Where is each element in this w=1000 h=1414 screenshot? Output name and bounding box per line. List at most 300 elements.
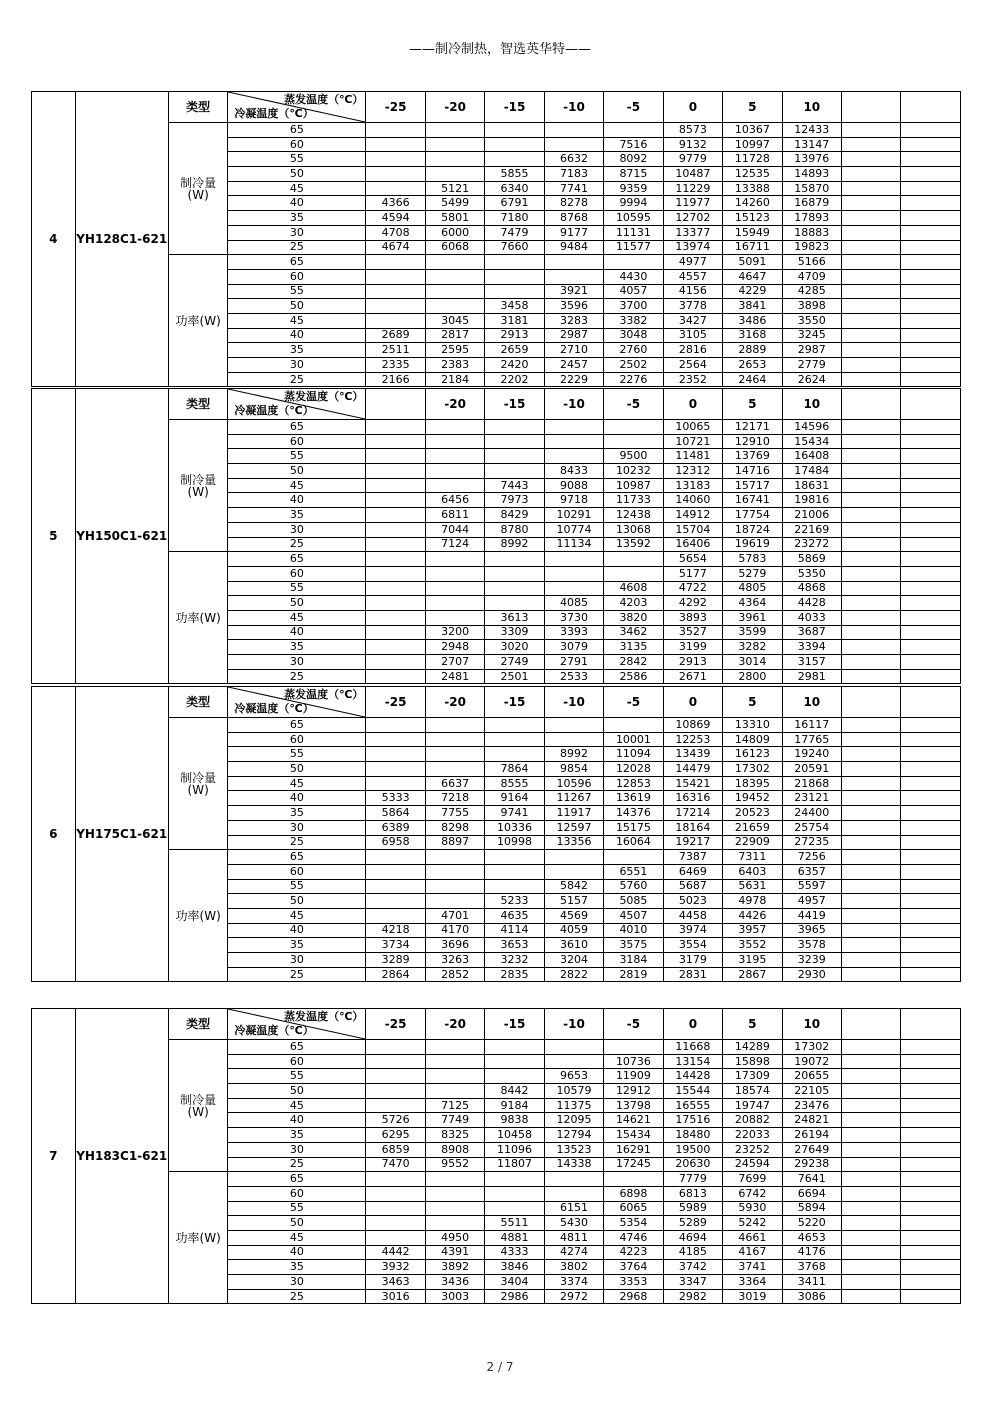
value-cell: 3079 (544, 640, 603, 655)
value-cell: 2511 (366, 343, 425, 358)
value-cell (842, 1289, 901, 1304)
value-cell: 3527 (663, 625, 722, 640)
value-cell (901, 806, 961, 821)
value-cell (842, 225, 901, 240)
value-cell (425, 269, 484, 284)
value-cell (842, 1216, 901, 1231)
value-cell: 8715 (604, 167, 663, 182)
value-cell (485, 1201, 544, 1216)
value-cell (901, 938, 961, 953)
value-cell (425, 167, 484, 182)
value-cell: 16406 (663, 537, 722, 552)
value-cell (604, 552, 663, 567)
value-cell: 13798 (604, 1098, 663, 1113)
evap-temp-header (901, 92, 961, 123)
value-cell: 8908 (425, 1142, 484, 1157)
cond-temp-cell: 35 (228, 508, 366, 523)
value-cell (901, 1084, 961, 1099)
value-cell (485, 420, 544, 435)
evap-temp-header: -15 (485, 92, 544, 123)
value-cell: 9718 (544, 493, 603, 508)
evap-temp-header (842, 1009, 901, 1040)
value-cell (485, 255, 544, 270)
value-cell: 3932 (366, 1260, 425, 1275)
cond-temp-cell: 25 (228, 967, 366, 982)
value-cell (366, 508, 425, 523)
cond-temp-cell: 50 (228, 762, 366, 777)
value-cell: 2383 (425, 358, 484, 373)
value-cell: 2533 (544, 669, 603, 684)
value-cell (366, 284, 425, 299)
value-cell (842, 1201, 901, 1216)
axis-corner-cell (228, 1009, 366, 1040)
value-cell: 2464 (723, 372, 782, 387)
value-cell: 2707 (425, 655, 484, 670)
value-cell (842, 596, 901, 611)
model-name: YH150C1-621 (75, 389, 168, 684)
value-cell: 6791 (485, 196, 544, 211)
value-cell (366, 1201, 425, 1216)
value-cell: 6551 (604, 864, 663, 879)
value-cell: 6469 (663, 864, 722, 879)
value-cell (485, 284, 544, 299)
value-cell (901, 196, 961, 211)
value-cell: 3613 (485, 610, 544, 625)
cond-temp-cell: 65 (228, 850, 366, 865)
value-cell (366, 879, 425, 894)
value-cell: 7755 (425, 806, 484, 821)
value-cell (901, 358, 961, 373)
value-cell: 17893 (782, 211, 841, 226)
value-cell (366, 255, 425, 270)
evap-temp-header (901, 389, 961, 420)
value-cell: 5157 (544, 894, 603, 909)
value-cell: 12253 (663, 732, 722, 747)
value-cell (485, 566, 544, 581)
value-cell (842, 879, 901, 894)
value-cell (842, 894, 901, 909)
value-cell (842, 718, 901, 733)
value-cell: 5350 (782, 566, 841, 581)
value-cell: 22105 (782, 1084, 841, 1099)
value-cell: 19217 (663, 835, 722, 850)
value-cell (544, 732, 603, 747)
value-cell: 2276 (604, 372, 663, 387)
value-cell: 8429 (485, 508, 544, 523)
value-cell: 7973 (485, 493, 544, 508)
type-label: 类型 (168, 92, 227, 123)
value-cell: 2800 (723, 669, 782, 684)
value-cell: 6742 (723, 1186, 782, 1201)
value-cell: 7699 (723, 1172, 782, 1187)
value-cell: 7749 (425, 1113, 484, 1128)
value-cell (425, 596, 484, 611)
cond-temp-cell: 45 (228, 776, 366, 791)
cond-temp-cell: 65 (228, 255, 366, 270)
value-cell: 3463 (366, 1275, 425, 1290)
value-cell: 11134 (544, 537, 603, 552)
value-cell (425, 255, 484, 270)
value-cell: 17754 (723, 508, 782, 523)
value-cell: 2501 (485, 669, 544, 684)
value-cell (544, 718, 603, 733)
value-cell: 17302 (782, 1040, 841, 1055)
value-cell: 5091 (723, 255, 782, 270)
value-cell: 3921 (544, 284, 603, 299)
value-cell: 2867 (723, 967, 782, 982)
value-cell: 3168 (723, 328, 782, 343)
value-cell: 2457 (544, 358, 603, 373)
value-cell (366, 449, 425, 464)
value-cell (901, 478, 961, 493)
value-cell (901, 1201, 961, 1216)
value-cell: 5631 (723, 879, 782, 894)
power-row (32, 552, 961, 567)
value-cell: 4229 (723, 284, 782, 299)
cooling-unit: (W) (187, 484, 209, 499)
value-cell: 3965 (782, 923, 841, 938)
value-cell: 13068 (604, 522, 663, 537)
value-cell: 13388 (723, 181, 782, 196)
evap-temp-header: -5 (604, 1009, 663, 1040)
model-table-3 (31, 686, 961, 982)
value-cell (901, 240, 961, 255)
value-cell: 3245 (782, 328, 841, 343)
cond-temp-cell: 45 (228, 478, 366, 493)
value-cell: 5869 (782, 552, 841, 567)
value-cell: 14428 (663, 1069, 722, 1084)
value-cell (842, 791, 901, 806)
evap-temp-label: 蒸发温度（℃） (284, 688, 364, 701)
value-cell: 3741 (723, 1260, 782, 1275)
value-cell: 10997 (723, 137, 782, 152)
value-cell: 5597 (782, 879, 841, 894)
value-cell (901, 967, 961, 982)
value-cell: 13439 (663, 747, 722, 762)
value-cell (425, 1069, 484, 1084)
value-cell: 12702 (663, 211, 722, 226)
value-cell: 2420 (485, 358, 544, 373)
value-cell: 3184 (604, 953, 663, 968)
value-cell: 8555 (485, 776, 544, 791)
type-label: 类型 (168, 687, 227, 718)
value-cell: 13377 (663, 225, 722, 240)
value-cell: 6456 (425, 493, 484, 508)
value-cell: 3404 (485, 1275, 544, 1290)
value-cell: 12171 (723, 420, 782, 435)
value-cell: 3820 (604, 610, 663, 625)
value-cell: 12597 (544, 820, 603, 835)
cond-temp-cell: 55 (228, 284, 366, 299)
value-cell: 6065 (604, 1201, 663, 1216)
value-cell: 5333 (366, 791, 425, 806)
cond-temp-cell: 45 (228, 1230, 366, 1245)
value-cell: 15870 (782, 181, 841, 196)
value-cell: 5499 (425, 196, 484, 211)
value-cell: 3892 (425, 1260, 484, 1275)
value-cell: 9177 (544, 225, 603, 240)
value-cell: 19747 (723, 1098, 782, 1113)
value-cell: 9500 (604, 449, 663, 464)
value-cell: 10987 (604, 478, 663, 493)
evap-temp-header: 10 (782, 1009, 841, 1040)
value-cell (366, 552, 425, 567)
value-cell (425, 1172, 484, 1187)
cond-temp-cell: 45 (228, 313, 366, 328)
value-cell (901, 522, 961, 537)
value-cell (842, 835, 901, 850)
value-cell: 13523 (544, 1142, 603, 1157)
value-cell (485, 137, 544, 152)
value-cell: 3700 (604, 299, 663, 314)
cond-temp-cell: 55 (228, 449, 366, 464)
evap-temp-label: 蒸发温度（℃） (284, 1010, 364, 1023)
value-cell (901, 343, 961, 358)
value-cell: 6632 (544, 152, 603, 167)
cond-temp-cell: 45 (228, 908, 366, 923)
value-cell: 3394 (782, 640, 841, 655)
value-cell: 2595 (425, 343, 484, 358)
value-cell (901, 655, 961, 670)
value-cell: 6811 (425, 508, 484, 523)
value-cell (842, 908, 901, 923)
value-cell: 5855 (485, 167, 544, 182)
value-cell: 9653 (544, 1069, 603, 1084)
value-cell: 2749 (485, 655, 544, 670)
evap-temp-header (842, 389, 901, 420)
value-cell (842, 1230, 901, 1245)
value-cell: 11733 (604, 493, 663, 508)
cond-temp-cell: 35 (228, 806, 366, 821)
value-cell: 4708 (366, 225, 425, 240)
value-cell: 3458 (485, 299, 544, 314)
value-cell (901, 211, 961, 226)
cond-temp-cell: 40 (228, 923, 366, 938)
value-cell: 14260 (723, 196, 782, 211)
cooling-unit: (W) (187, 782, 209, 797)
value-cell: 6898 (604, 1186, 663, 1201)
evap-temp-header: 10 (782, 389, 841, 420)
value-cell (366, 167, 425, 182)
cond-temp-cell: 65 (228, 420, 366, 435)
value-cell: 6151 (544, 1201, 603, 1216)
value-cell: 4059 (544, 923, 603, 938)
value-cell (604, 1172, 663, 1187)
value-cell: 3353 (604, 1275, 663, 1290)
value-cell (842, 1113, 901, 1128)
evap-temp-header: 10 (782, 687, 841, 718)
value-cell (366, 152, 425, 167)
value-cell: 17245 (604, 1157, 663, 1172)
value-cell: 12095 (544, 1113, 603, 1128)
value-cell: 5989 (663, 1201, 722, 1216)
value-cell (901, 372, 961, 387)
model-table-2 (31, 388, 961, 684)
value-cell (544, 449, 603, 464)
value-cell (366, 464, 425, 479)
evap-temp-header: 0 (663, 687, 722, 718)
value-cell: 7125 (425, 1098, 484, 1113)
value-cell: 25754 (782, 820, 841, 835)
value-cell: 2202 (485, 372, 544, 387)
cooling-capacity-group-label (168, 123, 227, 255)
axis-corner-cell (228, 92, 366, 123)
value-cell: 3768 (782, 1260, 841, 1275)
value-cell (842, 181, 901, 196)
value-cell: 6357 (782, 864, 841, 879)
value-cell: 6859 (366, 1142, 425, 1157)
value-cell: 13619 (604, 791, 663, 806)
value-cell (842, 610, 901, 625)
value-cell (425, 449, 484, 464)
value-cell: 17302 (723, 762, 782, 777)
value-cell (366, 610, 425, 625)
value-cell (901, 923, 961, 938)
value-cell: 14893 (782, 167, 841, 182)
type-label: 类型 (168, 389, 227, 420)
value-cell: 16291 (604, 1142, 663, 1157)
cond-temp-label: 冷凝温度（℃） (234, 1024, 314, 1037)
value-cell: 3374 (544, 1275, 603, 1290)
value-cell (425, 1054, 484, 1069)
value-cell: 18724 (723, 522, 782, 537)
value-cell: 4977 (663, 255, 722, 270)
value-cell: 3382 (604, 313, 663, 328)
cooling-label: 制冷量 (180, 175, 217, 190)
cond-temp-cell: 25 (228, 372, 366, 387)
value-cell (842, 1260, 901, 1275)
cond-temp-cell: 50 (228, 464, 366, 479)
cond-temp-cell: 55 (228, 581, 366, 596)
model-table-4 (31, 1008, 961, 1304)
value-cell: 4085 (544, 596, 603, 611)
value-cell: 16064 (604, 835, 663, 850)
value-cell (842, 313, 901, 328)
value-cell (901, 1054, 961, 1069)
value-cell (366, 596, 425, 611)
value-cell: 19072 (782, 1054, 841, 1069)
value-cell (425, 718, 484, 733)
value-cell (901, 581, 961, 596)
value-cell: 27235 (782, 835, 841, 850)
value-cell (485, 1186, 544, 1201)
value-cell (842, 343, 901, 358)
value-cell (901, 864, 961, 879)
value-cell (901, 508, 961, 523)
value-cell (485, 552, 544, 567)
value-cell: 3364 (723, 1275, 782, 1290)
power-label: 功率(W) (175, 908, 221, 923)
value-cell (366, 1054, 425, 1069)
value-cell: 2972 (544, 1289, 603, 1304)
value-cell: 4274 (544, 1245, 603, 1260)
value-cell: 7218 (425, 791, 484, 806)
value-cell: 7311 (723, 850, 782, 865)
cond-temp-cell: 40 (228, 791, 366, 806)
value-cell: 20882 (723, 1113, 782, 1128)
cond-temp-cell: 60 (228, 137, 366, 152)
value-cell: 4114 (485, 923, 544, 938)
value-cell: 11728 (723, 152, 782, 167)
value-cell: 5085 (604, 894, 663, 909)
cooling-capacity-row (32, 718, 961, 733)
value-cell: 3411 (782, 1275, 841, 1290)
value-cell (842, 478, 901, 493)
value-cell: 3019 (723, 1289, 782, 1304)
cond-temp-cell: 40 (228, 625, 366, 640)
evap-temp-header: -20 (425, 92, 484, 123)
value-cell: 23476 (782, 1098, 841, 1113)
value-cell (544, 269, 603, 284)
value-cell (366, 640, 425, 655)
value-cell: 2166 (366, 372, 425, 387)
value-cell (485, 718, 544, 733)
power-row (32, 850, 961, 865)
value-cell (901, 1186, 961, 1201)
value-cell: 4661 (723, 1230, 782, 1245)
value-cell: 2889 (723, 343, 782, 358)
evap-temp-header: -5 (604, 687, 663, 718)
value-cell (425, 464, 484, 479)
evap-temp-header: -15 (485, 1009, 544, 1040)
value-cell: 12853 (604, 776, 663, 791)
value-cell (842, 537, 901, 552)
value-cell: 17516 (663, 1113, 722, 1128)
value-cell: 3961 (723, 610, 782, 625)
value-cell (901, 299, 961, 314)
value-cell: 2852 (425, 967, 484, 982)
value-cell: 3283 (544, 313, 603, 328)
value-cell (366, 581, 425, 596)
value-cell: 10291 (544, 508, 603, 523)
value-cell: 8298 (425, 820, 484, 835)
value-cell (901, 167, 961, 182)
evap-temp-header: -25 (366, 687, 425, 718)
cond-temp-cell: 60 (228, 434, 366, 449)
value-cell: 3578 (782, 938, 841, 953)
value-cell (842, 776, 901, 791)
value-cell: 3105 (663, 328, 722, 343)
cond-temp-cell: 30 (228, 225, 366, 240)
power-group-label (168, 255, 227, 387)
cond-temp-cell: 50 (228, 299, 366, 314)
value-cell (425, 1201, 484, 1216)
value-cell: 4805 (723, 581, 782, 596)
value-cell: 5654 (663, 552, 722, 567)
value-cell (366, 478, 425, 493)
value-cell (842, 464, 901, 479)
value-cell (366, 123, 425, 138)
value-cell: 4507 (604, 908, 663, 923)
value-cell: 3045 (425, 313, 484, 328)
evap-temp-header (366, 389, 425, 420)
value-cell (901, 1040, 961, 1055)
value-cell: 9184 (485, 1098, 544, 1113)
value-cell (425, 610, 484, 625)
value-cell (842, 747, 901, 762)
value-cell: 3734 (366, 938, 425, 953)
value-cell (901, 566, 961, 581)
value-cell: 3282 (723, 640, 782, 655)
value-cell (366, 732, 425, 747)
value-cell (366, 864, 425, 879)
cond-temp-cell: 55 (228, 879, 366, 894)
value-cell: 10579 (544, 1084, 603, 1099)
value-cell (485, 596, 544, 611)
value-cell: 4442 (366, 1245, 425, 1260)
value-cell (842, 449, 901, 464)
value-cell: 2982 (663, 1289, 722, 1304)
